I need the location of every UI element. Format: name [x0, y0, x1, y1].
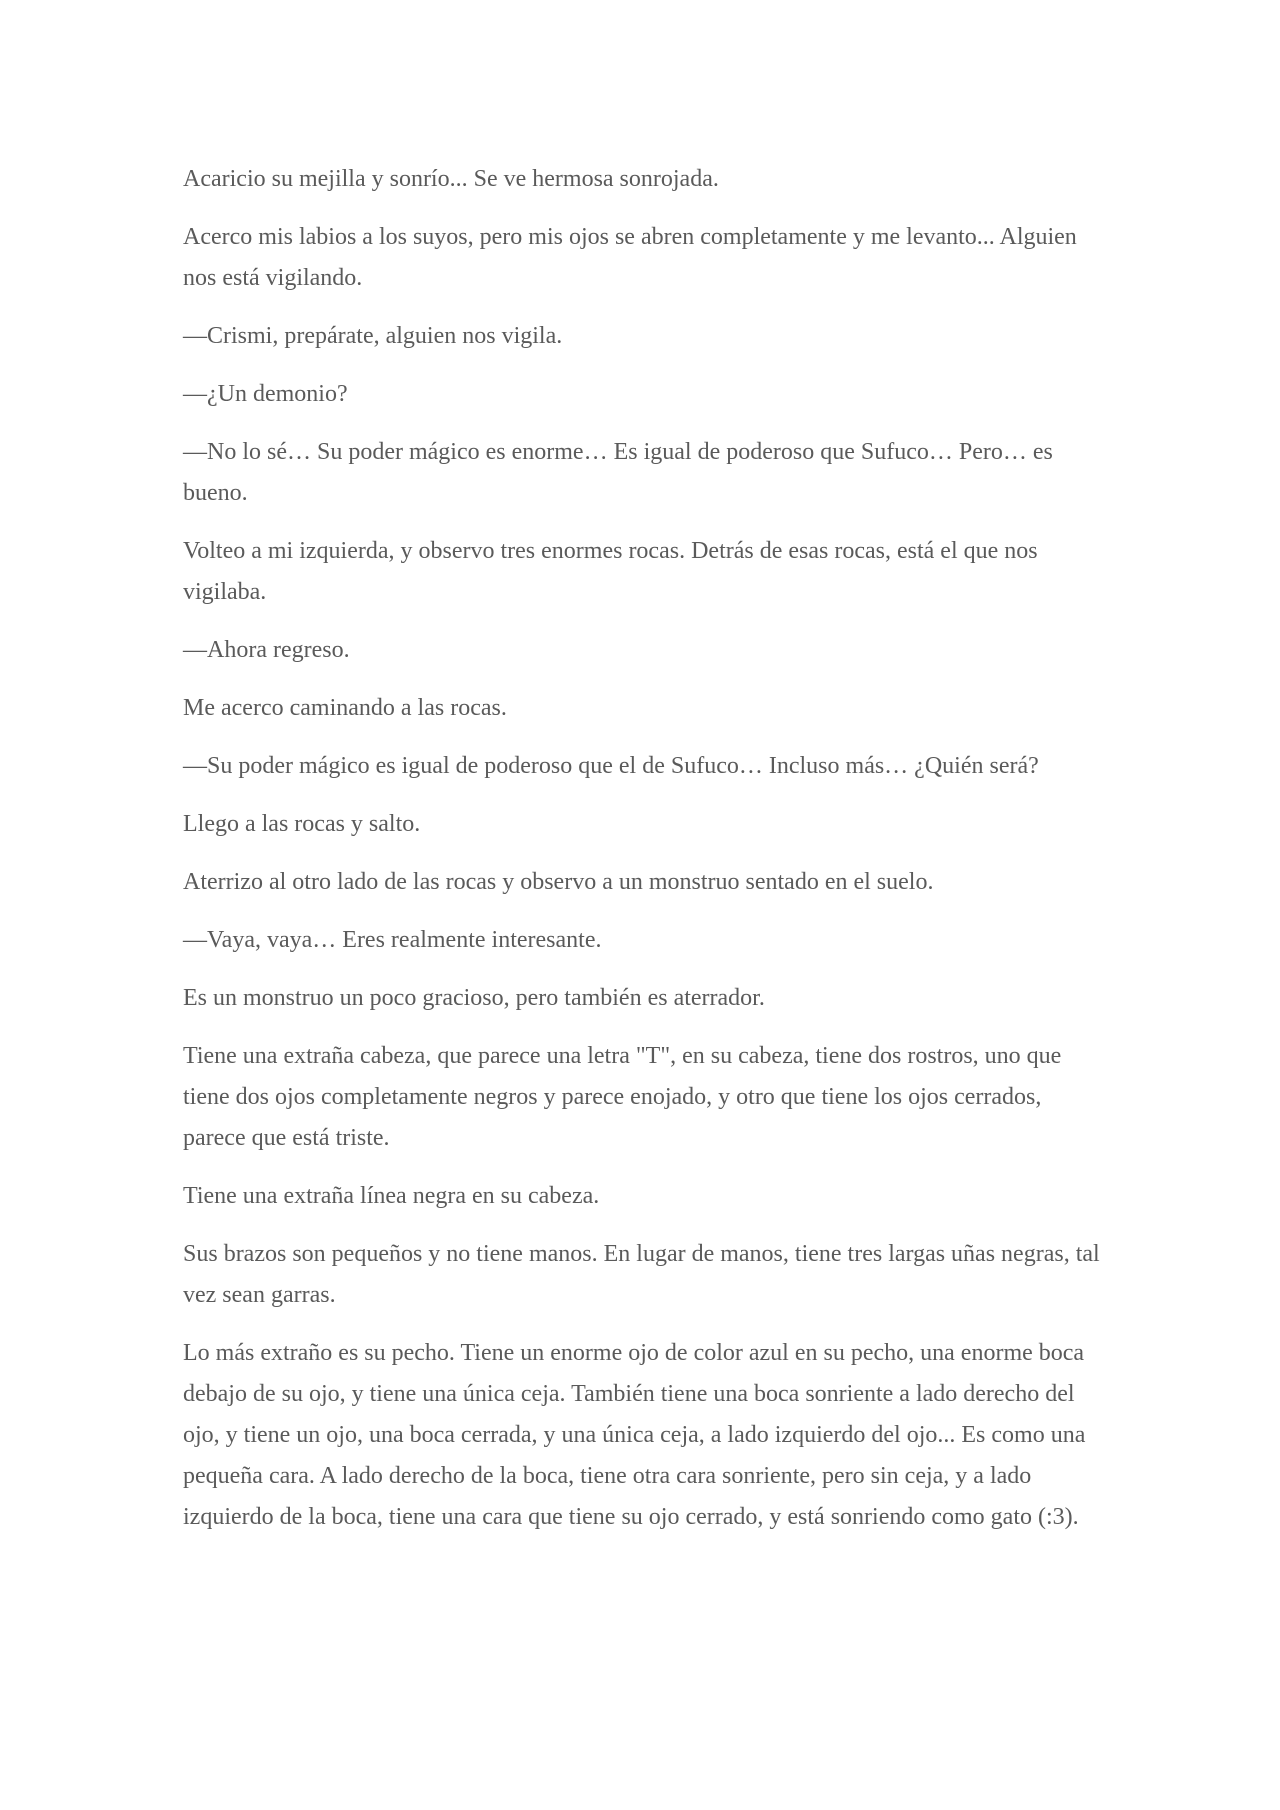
paragraph: Es un monstruo un poco gracioso, pero también es aterrador. [183, 985, 765, 1011]
paragraph: Lo más extraño es su pecho. Tiene un enorme ojo de color azul en su pecho, una enorme boca debajo de su ojo, y tiene una única ceja. También tiene una boca sonriente a lado derecho del ojo, y tiene un ojo, una boca cerrada, y una única ceja, a lado izquierdo del ojo... Es como una pequeña cara. A lado derecho de la boca, tiene otra cara sonriente, pero sin ceja, y a lado izquierdo de la boca, tiene una cara que tiene su ojo cerrado, y está sonriendo como gato (:3). [183, 1340, 1086, 1530]
paragraph: Aterrizo al otro lado de las rocas y observo a un monstruo sentado en el suelo. [183, 869, 934, 895]
paragraph: Tiene una extraña cabeza, que parece una letra "T", en su cabeza, tiene dos rostros, uno que tiene dos ojos completamente negros y parece enojado, y otro que tiene los ojos cerrados, parece que está triste. [183, 1043, 1062, 1151]
paragraph: —Crismi, prepárate, alguien nos vigila. [183, 323, 563, 349]
paragraph: Acerco mis labios a los suyos, pero mis ojos se abren completamente y me levanto... Alguien nos está vigilando. [183, 224, 1077, 291]
paragraph: Me acerco caminando a las rocas. [183, 695, 507, 721]
paragraph: Tiene una extraña línea negra en su cabeza. [183, 1183, 600, 1209]
paragraph: Volteo a mi izquierda, y observo tres enormes rocas. Detrás de esas rocas, está el que nos vigilaba. [183, 538, 1038, 605]
paragraph: —Ahora regreso. [183, 637, 350, 663]
paragraph: —¿Un demonio? [183, 381, 348, 407]
paragraph: —Vaya, vaya… Eres realmente interesante. [183, 927, 602, 953]
paragraph: —No lo sé… Su poder mágico es enorme… Es igual de poderoso que Sufuco… Pero… es bueno. [183, 439, 1053, 506]
paragraph: —Su poder mágico es igual de poderoso que el de Sufuco… Incluso más… ¿Quién será? [183, 753, 1039, 779]
paragraph: Sus brazos son pequeños y no tiene manos. En lugar de manos, tiene tres largas uñas negras, tal vez sean garras. [183, 1241, 1100, 1308]
paragraph: Acaricio su mejilla y sonrío... Se ve hermosa sonrojada. [183, 166, 719, 192]
document-page [183, 159, 1103, 1555]
paragraph: Llego a las rocas y salto. [183, 811, 421, 837]
